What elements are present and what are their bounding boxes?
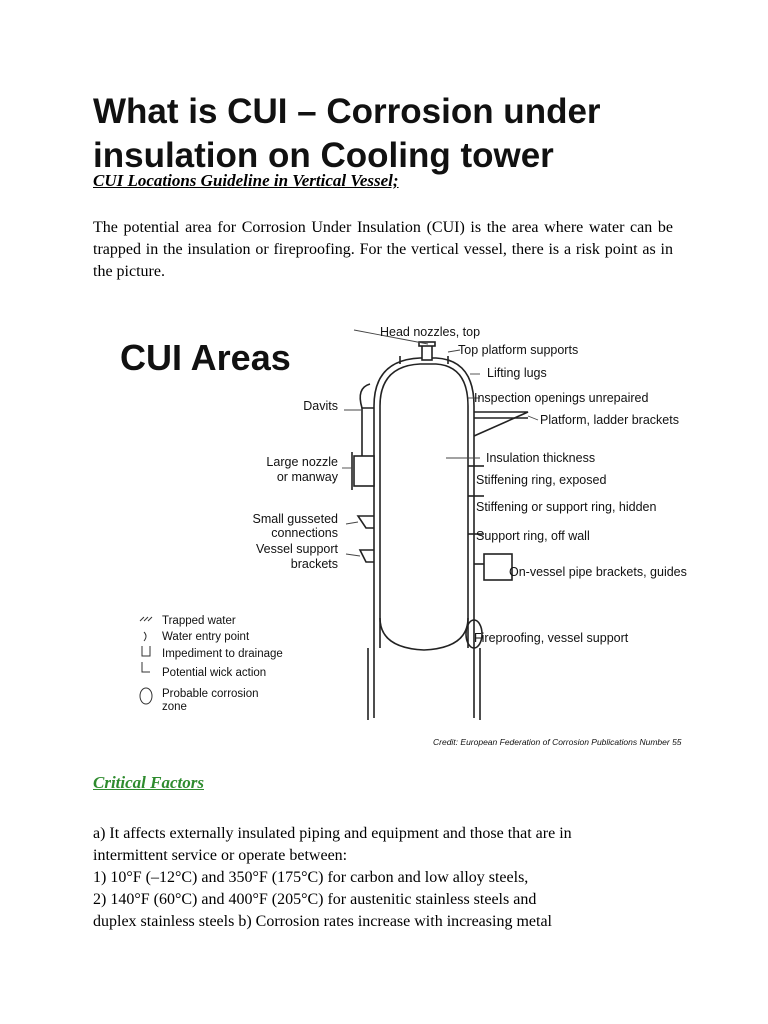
label-fireproofing: Fireproofing, vessel support [474, 631, 629, 645]
figure-credit: Credit: European Federation of Corrosion Publications Number 55 [433, 737, 682, 747]
legend-wick-action: Potential wick action [162, 667, 267, 679]
label-stiffening-hidden: Stiffening or support ring, hidden [476, 500, 657, 514]
critical-factors-heading: Critical Factors [93, 773, 204, 792]
intro-paragraph: The potential area for Corrosion Under Insulation (CUI) is the area where water can be trapped in the insulation or fireproofing. For the vertical vessel, there is a risk point as in the picture. [93, 219, 673, 280]
body-line: duplex stainless steels b) Corrosion rates increase with increasing metal [93, 913, 552, 930]
label-insulation-thickness: Insulation thickness [486, 451, 596, 465]
figure-legend [140, 615, 283, 713]
figure-heading: CUI Areas [120, 337, 291, 378]
label-vessel-support: Vessel support [256, 542, 338, 556]
label-vessel-support-2: brackets [290, 557, 338, 571]
critical-factors-body [93, 823, 693, 933]
legend-water-entry: Water entry point [162, 631, 250, 643]
wick-action-icon [142, 662, 150, 672]
corrosion-zone-icon [140, 688, 152, 704]
water-entry-icon [144, 632, 146, 641]
label-inspection-openings: Inspection openings unrepaired [474, 391, 649, 405]
left-labels [253, 399, 339, 571]
legend-impediment: Impediment to drainage [162, 648, 283, 660]
label-small-gusseted-2: connections [271, 526, 338, 540]
label-large-nozzle: Large nozzle [266, 455, 338, 469]
label-stiffening-exposed: Stiffening ring, exposed [476, 473, 607, 487]
label-platform-brackets: Platform, ladder brackets [540, 413, 679, 427]
body-line: a) It affects externally insulated piping and equipment and those that are in [93, 825, 572, 842]
body-line: 2) 140°F (60°C) and 400°F (205°C) for austenitic stainless steels and [93, 891, 537, 908]
label-large-nozzle-2: or manway [276, 470, 338, 484]
label-support-ring: Support ring, off wall [476, 529, 590, 543]
label-top-platform: Top platform supports [458, 343, 579, 357]
label-pipe-brackets: On-vessel pipe brackets, guides [509, 565, 687, 579]
right-labels [380, 325, 687, 645]
impediment-icon [142, 646, 150, 656]
legend-trapped-water: Trapped water [162, 615, 236, 627]
legend-corrosion-zone: Probable corrosion [162, 688, 259, 700]
section-subtitle: CUI Locations Guideline in Vertical Vessel; [93, 171, 399, 190]
body-line: 1) 10°F (–12°C) and 350°F (175°C) for carbon and low alloy steels, [93, 869, 529, 886]
cui-areas-figure [108, 318, 748, 758]
legend-corrosion-zone-2: zone [162, 701, 187, 713]
body-line: intermittent service or operate between: [93, 847, 348, 864]
label-lifting-lugs: Lifting lugs [487, 366, 547, 380]
vessel-diagram [108, 318, 748, 758]
trapped-water-icon [140, 617, 152, 621]
label-davits: Davits [303, 399, 338, 413]
label-head-nozzles: Head nozzles, top [380, 325, 481, 339]
page-title: What is CUI – Corrosion under insulation on Cooling tower [93, 92, 601, 175]
label-small-gusseted: Small gusseted [252, 512, 338, 526]
